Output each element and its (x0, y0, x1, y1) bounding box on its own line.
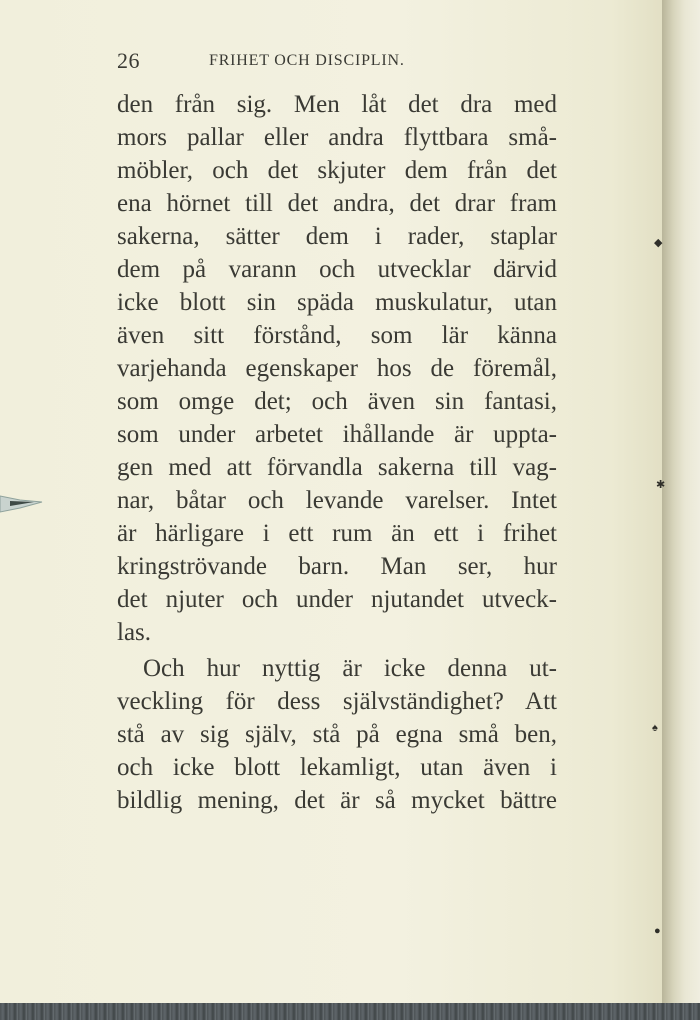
text-line: möbler, och det skjuter dem från det (117, 157, 557, 184)
text-line: som omge det; och även sin fantasi, (117, 388, 557, 415)
text-line: ena hörnet till det andra, det drar fram (117, 190, 557, 217)
page-edge-shadow (662, 0, 700, 1003)
text-line: och icke blott lekamligt, utan även i (117, 754, 557, 781)
text-line: är härligare i ett rum än ett i frihet (117, 520, 557, 547)
text-line: icke blott sin späda muskulatur, utan (117, 289, 557, 316)
ink-speck: ♠ (652, 722, 658, 734)
running-head: FRIHET OCH DISCIPLIN. (209, 52, 405, 69)
text-line: nar, båtar och levande varelser. Intet (117, 487, 557, 514)
text-line: varjehanda egenskaper hos de föremål, (117, 355, 557, 382)
page-number: 26 (117, 48, 140, 73)
text-line: Och hur nyttig är icke denna ut- (143, 655, 557, 682)
text-line: gen med att förvandla sakerna till vag- (117, 454, 557, 481)
text-line: mors pallar eller andra flyttbara små- (117, 124, 557, 151)
text-line: stå av sig själv, stå på egna små ben, (117, 721, 557, 748)
text-line: som under arbetet ihållande är uppta- (117, 421, 557, 448)
ink-speck: ● (654, 925, 661, 937)
ink-speck: ◆ (654, 237, 663, 249)
text-line: det njuter och under njutandet utveck- (117, 586, 557, 613)
paper-tab (0, 490, 44, 516)
text-line: den från sig. Men låt det dra med (117, 91, 557, 118)
page-header (117, 48, 557, 78)
text-line: dem på varann och utvecklar därvid (117, 256, 557, 283)
text-line: sakerna, sätter dem i rader, staplar (117, 223, 557, 250)
text-line: även sitt förstånd, som lär känna (117, 322, 557, 349)
ink-speck: ✱ (656, 479, 666, 491)
text-line: las. (117, 619, 152, 646)
background-surface (0, 1003, 700, 1020)
text-line: veckling för dess självständighet? Att (117, 688, 557, 715)
text-line: kringströvande barn. Man ser, hur (117, 553, 557, 580)
text-line: bildlig mening, det är så mycket bättre (117, 787, 557, 814)
